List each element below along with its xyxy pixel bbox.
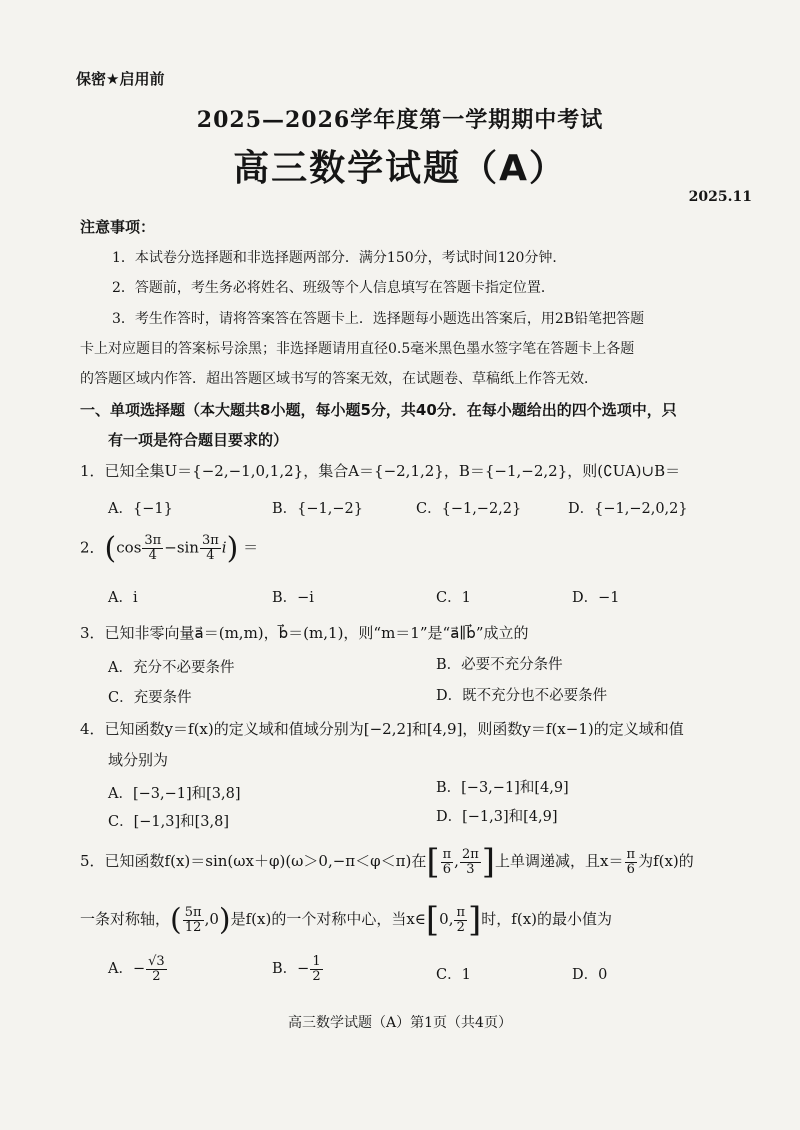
exam-title: 2025—2026学年度第一学期期中考试 [196,107,604,133]
q5-frac-2pi-3 [460,848,481,876]
q5-b-num: 1 [312,954,321,969]
q5-interval-zero: 0 [439,910,449,928]
q5-a-num: √3 [148,954,165,969]
q5-part-1: 5．已知函数f(x)＝sin(ωx＋φ)(ω＞0,−π＜φ＜π)在 [80,852,427,870]
q2-minus: − [164,538,177,557]
q1-option-b: B．{−1,−2} [272,501,363,517]
q2-option-c: C．1 [436,590,471,606]
q2-option-d: D．−1 [572,590,620,606]
q5-5pi12-den: 12 [184,919,202,935]
q5-pi2-num: π [456,904,466,920]
q5-line2-c: 时，f(x)的最小值为 [481,910,613,928]
q2-frac1-denominator: 4 [148,548,157,563]
q3-option-b: B．必要不充分条件 [436,657,563,673]
q2-frac2-numerator: 3π [201,533,219,549]
q2-fraction-2 [200,534,221,562]
q2-option-a: A．i [108,590,138,606]
q5-int-close: ] [468,900,482,940]
q5-part-2: 上单调递减，且x＝ [495,852,624,870]
q5-option-a-fraction [146,955,167,983]
q1-option-a: A．{−1} [108,501,173,517]
section-1-heading-cont: 有一项是符合题目要求的） [108,431,289,449]
q5-a-den: 2 [152,968,161,984]
question-5-stem-cont: 一条对称轴，( $\frac{5\pi}{12}$ ,0)是f(x)的一个对称中心，当x∈[0, $\frac{\pi}{2}$ ]时，f(x)的最小值为 [80,900,613,940]
q3-option-a: A．充分不必要条件 [108,660,235,676]
q5-bracket-open: [ [426,842,440,882]
main-title: 高三数学试题（A） [233,148,567,189]
q3-option-c: C．充要条件 [108,690,192,706]
q5-pi6-num: π [442,846,452,862]
q5-option-b [272,955,324,983]
q5-2pi3-num: 2π [461,846,479,862]
q5-pi6-den: 6 [442,861,452,877]
q5-frac-axis [625,848,638,876]
q4-option-a: A．[−3,−1]和[3,8] [108,786,241,802]
q2-fraction-1 [142,534,163,562]
q3-option-d: D．既不充分也不必要条件 [436,688,608,704]
q5-pi2-den: 2 [456,919,465,935]
notice-item-3-line-2: 卡上对应题目的答案标号涂黑；非选择题请用直径0.5毫米黑色墨水签字笔在答题卡上各题 [80,341,635,357]
question-2-stem [80,531,258,566]
secret-mark: 保密★启用前 [76,70,165,88]
q2-equals: ＝ [243,538,259,557]
q5-int-open: [ [425,900,440,940]
page-footer: 高三数学试题（A）第1页（共4页） [288,1015,512,1031]
q2-option-b: B．−i [272,590,314,606]
q5-option-d: D．0 [572,967,608,983]
q5-paren-close: ) [218,902,231,938]
notice-item-3-line-1: 3．考生作答时，请将答案答在答题卡上．选择题每小题选出答案后，用2B铅笔把答题 [112,311,645,327]
q5-option-b-fraction [310,955,322,983]
q5-part-3: 为f(x)的 [638,852,694,870]
q4-option-c: C．[−1,3]和[3,8] [108,814,229,830]
q5-bracket-close: ] [481,842,496,882]
notice-item-1: 1．本试卷分选择题和非选择题两部分．满分150分，考试时间120分钟． [112,250,567,266]
q2-open-paren: ( [104,531,117,566]
q5-frac-5pi-12 [183,906,204,934]
q2-imag-unit: i [221,538,227,557]
q2-close-paren: ) [226,531,239,566]
q5-b-den: 2 [312,968,321,984]
q5-line2-b: 是f(x)的一个对称中心，当x∈ [230,910,426,928]
q5-option-c: C．1 [436,967,471,983]
question-4-stem: 4．已知函数y＝f(x)的定义域和值域分别为[−2,2]和[4,9]，则函数y＝f(x−1)的定义域和值 [80,720,684,738]
question-1-stem: 1．已知全集U＝{−2,−1,0,1,2}，集合A＝{−2,1,2}，B＝{−1,−2,2}，则(∁UA)∪B＝ [80,462,681,480]
q5-center-zero: 0 [209,910,219,928]
q5-5pi12-num: 5π [184,904,202,920]
q1-option-c: C．{−1,−2,2} [416,501,522,517]
q5-2pi3-den: 3 [466,861,475,877]
q5-line2-a: 一条对称轴， [80,910,171,928]
q2-sin: sin [176,538,199,557]
q2-number: 2． [80,538,105,557]
q4-option-d: D．[−1,3]和[4,9] [436,809,558,825]
q1-option-d: D．{−1,−2,0,2} [568,501,688,517]
q5-option-b-label: B．− [272,961,310,978]
question-4-stem-cont: 域分别为 [108,751,169,769]
q4-option-b: B．[−3,−1]和[4,9] [436,780,569,796]
q5-axis-den: 6 [626,861,635,877]
q2-frac1-numerator: 3π [144,533,162,549]
q5-frac-pi-2 [454,906,467,934]
question-3-stem: 3．已知非零向量a⃗＝(m,m)，b⃗＝(m,1)，则“m＝1”是“a⃗∥b⃗”成立的 [80,624,529,642]
q5-paren-open: ( [170,902,182,938]
q5-axis-num: π [626,846,636,862]
q2-frac2-denominator: 4 [206,548,215,563]
exam-date: 2025.11 [688,189,752,205]
notice-item-3-line-3: 的答题区域内作答．超出答题区域书写的答案无效，在试题卷、草稿纸上作答无效． [80,371,598,387]
question-5-stem: 5．已知函数f(x)＝sin(ωx＋φ)(ω＞0,−π＜φ＜π)在[ $\frac{\pi}{6}$ , $\frac{2\pi}{3}$ ]上单调递减，且x＝ $\frac{\pi}{6}$ 为f(x)的 [80,842,694,882]
q5-option-a-label: A．− [108,961,146,978]
notice-title: 注意事项： [80,218,156,236]
q2-cos: cos [116,538,142,557]
notice-item-2: 2．答题前，考生务必将姓名、班级等个人信息填写在答题卡指定位置． [112,280,555,296]
q5-frac-pi-6 [441,848,454,876]
q5-option-a [108,955,168,983]
section-1-heading: 一、单项选择题（本大题共8小题，每小题5分，共40分．在每小题给出的四个选项中，只 [80,401,677,419]
